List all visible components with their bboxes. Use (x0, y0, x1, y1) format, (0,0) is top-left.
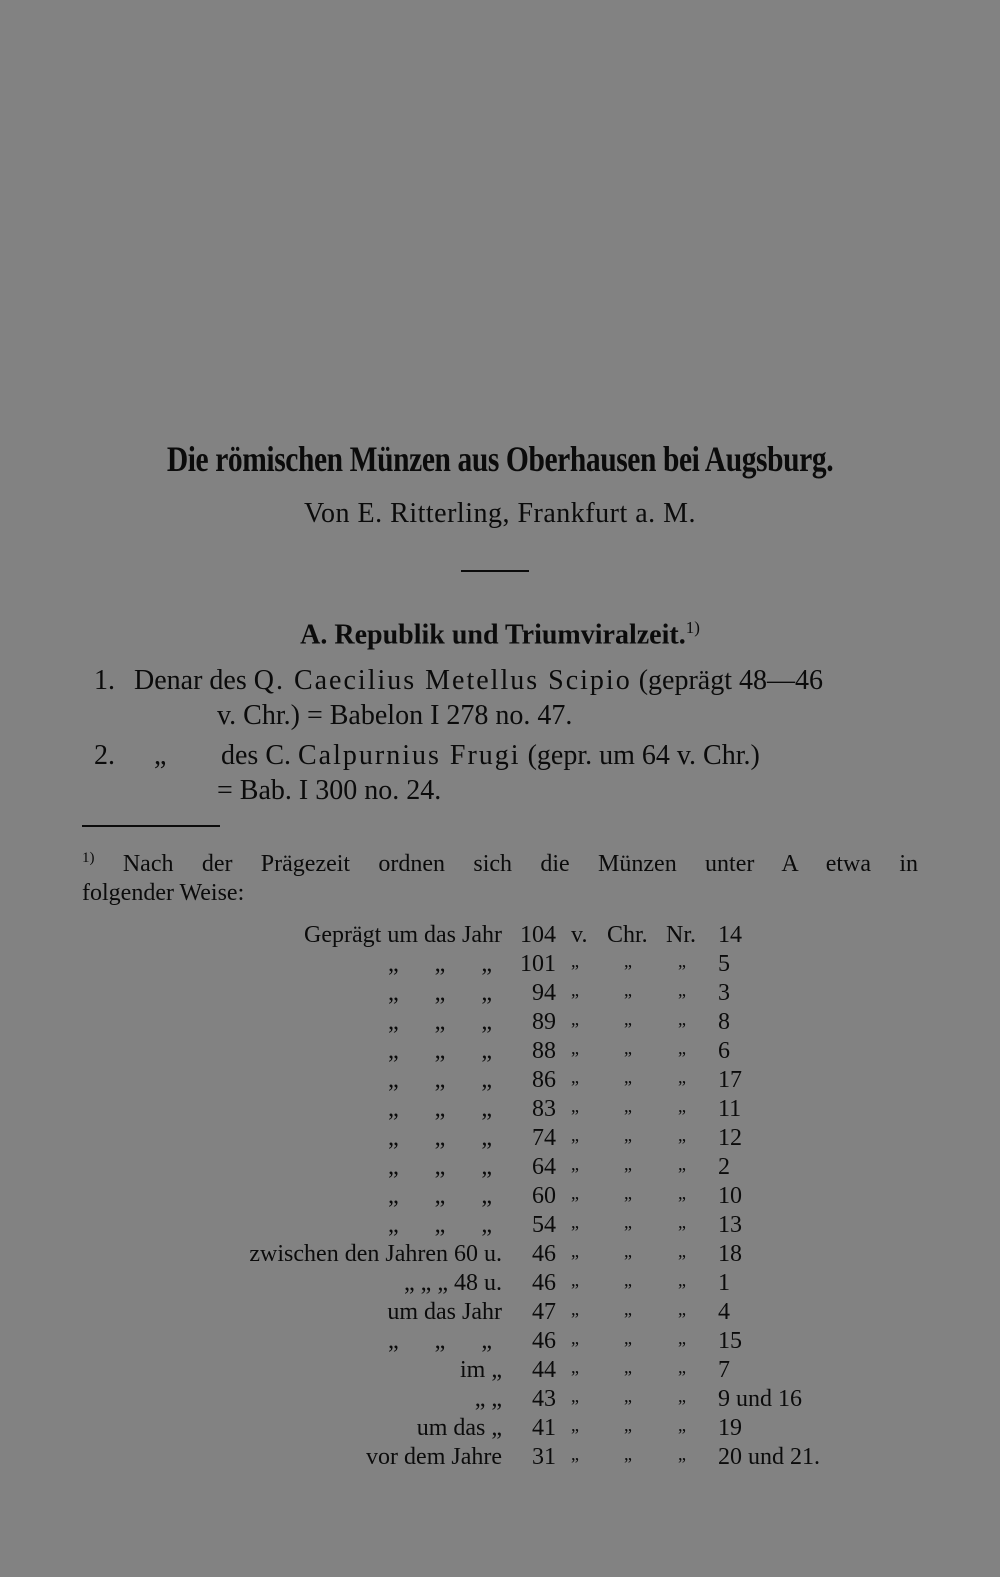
row-nr-ditto: „ (678, 1212, 686, 1232)
row-year: 54 (532, 1212, 556, 1238)
entry-2-number: 2. (94, 740, 115, 771)
row-label: vor dem Jahre (366, 1444, 502, 1470)
table-row (0, 1067, 1000, 1096)
page-title: Die römischen Münzen aus Oberhausen bei Augsburg. (166, 439, 834, 479)
row-number: 6 (718, 1038, 730, 1064)
table-row (0, 1009, 1000, 1038)
row-label: um das „ (416, 1415, 502, 1441)
entry-2-line-2: = Bab. I 300 no. 24. (217, 775, 442, 806)
table-row (0, 1357, 1000, 1386)
row-chr-ditto: „ (624, 1154, 632, 1174)
row-chr-ditto: „ (624, 1125, 632, 1145)
row-number: 5 (718, 951, 730, 977)
title-divider (461, 570, 529, 572)
row-year: 88 (532, 1038, 556, 1064)
row-nr-ditto: „ (678, 1241, 686, 1261)
row-v-ditto: „ (571, 1299, 579, 1319)
table-row (0, 1038, 1000, 1067)
row-year: 60 (532, 1183, 556, 1209)
row-chr-ditto: „ (624, 951, 632, 971)
row-number: 7 (718, 1357, 730, 1383)
row-chr-ditto: „ (624, 1096, 632, 1116)
row-nr-ditto: „ (678, 951, 686, 971)
table-row (0, 1241, 1000, 1270)
row-nr-ditto: „ (678, 1096, 686, 1116)
footnote-text-line-1 (82, 850, 918, 878)
header-label: Geprägt um das Jahr (304, 922, 502, 948)
row-number: 3 (718, 980, 730, 1006)
entry-1-name: Q. Caecilius Metellus Scipio (253, 665, 632, 696)
row-chr-ditto: „ (624, 1241, 632, 1261)
row-number: 15 (718, 1328, 742, 1354)
header-chr: Chr. (607, 922, 648, 948)
row-label: „ „ „ (388, 1212, 492, 1238)
entry-2-suffix: (gepr. um 64 v. Chr.) (520, 740, 760, 771)
row-label: „ „ „ (388, 1038, 492, 1064)
table-body (0, 951, 1000, 1473)
row-year: 46 (532, 1241, 556, 1267)
entry-1-line-1 (134, 665, 823, 697)
table-row (0, 1415, 1000, 1444)
row-v-ditto: „ (571, 1038, 579, 1058)
row-chr-ditto: „ (624, 1386, 632, 1406)
row-number: 20 und 21. (718, 1444, 820, 1470)
row-chr-ditto: „ (624, 1415, 632, 1435)
row-label: „ „ „ (388, 980, 492, 1006)
table-row (0, 1125, 1000, 1154)
row-chr-ditto: „ (624, 1038, 632, 1058)
row-nr-ditto: „ (678, 1328, 686, 1348)
row-label: „ „ „ (388, 1328, 492, 1354)
row-label: „ „ „ (388, 951, 492, 977)
row-nr-ditto: „ (678, 1415, 686, 1435)
row-year: 94 (532, 980, 556, 1006)
row-number: 18 (718, 1241, 742, 1267)
entry-2-prefix: des C. (221, 740, 298, 771)
row-year: 31 (532, 1444, 556, 1470)
row-number: 1 (718, 1270, 730, 1296)
row-nr-ditto: „ (678, 1067, 686, 1087)
row-label: im „ (460, 1357, 502, 1383)
row-nr-ditto: „ (678, 1357, 686, 1377)
row-chr-ditto: „ (624, 1009, 632, 1029)
header-nr: 14 (718, 922, 742, 948)
section-heading-text: A. Republik und Triumviralzeit. (300, 619, 686, 651)
minting-date-table (0, 922, 1000, 1473)
header-nr-label: Nr. (666, 922, 696, 948)
row-year: 74 (532, 1125, 556, 1151)
row-label: „ „ (474, 1386, 502, 1412)
row-nr-ditto: „ (678, 1299, 686, 1319)
row-v-ditto: „ (571, 951, 579, 971)
row-year: 46 (532, 1328, 556, 1354)
row-label: „ „ „ (388, 1096, 492, 1122)
row-v-ditto: „ (571, 1096, 579, 1116)
row-number: 8 (718, 1009, 730, 1035)
table-header-row (0, 922, 1000, 951)
row-nr-ditto: „ (678, 1183, 686, 1203)
row-year: 86 (532, 1067, 556, 1093)
row-label: „ „ „ 48 u. (404, 1270, 502, 1296)
row-year: 101 (520, 951, 556, 977)
entry-2-line-1 (221, 740, 760, 772)
row-chr-ditto: „ (624, 980, 632, 1000)
row-nr-ditto: „ (678, 980, 686, 1000)
author-byline: Von E. Ritterling, Frankfurt a. M. (303, 498, 697, 529)
row-nr-ditto: „ (678, 1038, 686, 1058)
table-row (0, 951, 1000, 980)
row-label: „ „ „ (388, 1067, 492, 1093)
footnote-divider (82, 825, 220, 827)
row-label: „ „ „ (388, 1183, 492, 1209)
row-v-ditto: „ (571, 1415, 579, 1435)
table-row (0, 1386, 1000, 1415)
row-chr-ditto: „ (624, 1299, 632, 1319)
row-label: um das Jahr (387, 1299, 502, 1325)
row-year: 89 (532, 1009, 556, 1035)
row-v-ditto: „ (571, 1241, 579, 1261)
entry-1-line-2: v. Chr.) = Babelon I 278 no. 47. (217, 700, 573, 731)
table-row (0, 1212, 1000, 1241)
row-nr-ditto: „ (678, 1444, 686, 1464)
table-row (0, 1444, 1000, 1473)
row-number: 4 (718, 1299, 730, 1325)
row-v-ditto: „ (571, 1212, 579, 1232)
table-row (0, 1270, 1000, 1299)
row-v-ditto: „ (571, 1067, 579, 1087)
entry-2-ditto: „ (154, 740, 167, 771)
row-year: 44 (532, 1357, 556, 1383)
table-row (0, 1096, 1000, 1125)
row-number: 11 (718, 1096, 742, 1122)
table-row (0, 980, 1000, 1009)
row-label: „ „ „ (388, 1125, 492, 1151)
row-number: 9 und 16 (718, 1386, 802, 1412)
row-year: 46 (532, 1270, 556, 1296)
row-nr-ditto: „ (678, 1009, 686, 1029)
section-heading (0, 618, 1000, 651)
row-label: „ „ „ (388, 1009, 492, 1035)
table-row (0, 1154, 1000, 1183)
row-nr-ditto: „ (678, 1386, 686, 1406)
row-chr-ditto: „ (624, 1444, 632, 1464)
row-year: 83 (532, 1096, 556, 1122)
header-year: 104 (520, 922, 556, 948)
footnote-marker: 1) (82, 850, 95, 866)
row-v-ditto: „ (571, 1357, 579, 1377)
table-row (0, 1299, 1000, 1328)
row-label: „ „ „ (388, 1154, 492, 1180)
row-chr-ditto: „ (624, 1328, 632, 1348)
row-v-ditto: „ (571, 1125, 579, 1145)
row-chr-ditto: „ (624, 1357, 632, 1377)
table-row (0, 1328, 1000, 1357)
entry-2-name: Calpurnius Frugi (298, 740, 521, 771)
row-chr-ditto: „ (624, 1270, 632, 1290)
footnote-sentence: Nach der Prägezeit ordnen sich die Münzen unter A etwa in (122, 851, 919, 877)
row-v-ditto: „ (571, 1183, 579, 1203)
row-v-ditto: „ (571, 1444, 579, 1464)
row-year: 47 (532, 1299, 556, 1325)
row-chr-ditto: „ (624, 1183, 632, 1203)
row-number: 13 (718, 1212, 742, 1238)
row-nr-ditto: „ (678, 1125, 686, 1145)
row-chr-ditto: „ (624, 1212, 632, 1232)
entry-1-suffix: (geprägt 48—46 (631, 665, 823, 696)
footnote-reference: 1) (685, 618, 700, 637)
row-nr-ditto: „ (678, 1270, 686, 1290)
row-number: 2 (718, 1154, 730, 1180)
row-v-ditto: „ (571, 980, 579, 1000)
row-number: 10 (718, 1183, 742, 1209)
row-v-ditto: „ (571, 1009, 579, 1029)
row-number: 17 (718, 1067, 742, 1093)
footnote-text-line-2: folgender Weise: (82, 880, 245, 906)
row-year: 43 (532, 1386, 556, 1412)
row-number: 19 (718, 1415, 742, 1441)
entry-1-number: 1. (94, 665, 115, 696)
row-chr-ditto: „ (624, 1067, 632, 1087)
row-v-ditto: „ (571, 1154, 579, 1174)
row-v-ditto: „ (571, 1386, 579, 1406)
entry-1-prefix: Denar des (134, 665, 254, 696)
row-v-ditto: „ (571, 1270, 579, 1290)
table-row (0, 1183, 1000, 1212)
row-label: zwischen den Jahren 60 u. (249, 1241, 502, 1267)
row-number: 12 (718, 1125, 742, 1151)
row-nr-ditto: „ (678, 1154, 686, 1174)
row-year: 64 (532, 1154, 556, 1180)
row-v-ditto: „ (571, 1328, 579, 1348)
row-year: 41 (532, 1415, 556, 1441)
header-v: v. (571, 922, 588, 948)
